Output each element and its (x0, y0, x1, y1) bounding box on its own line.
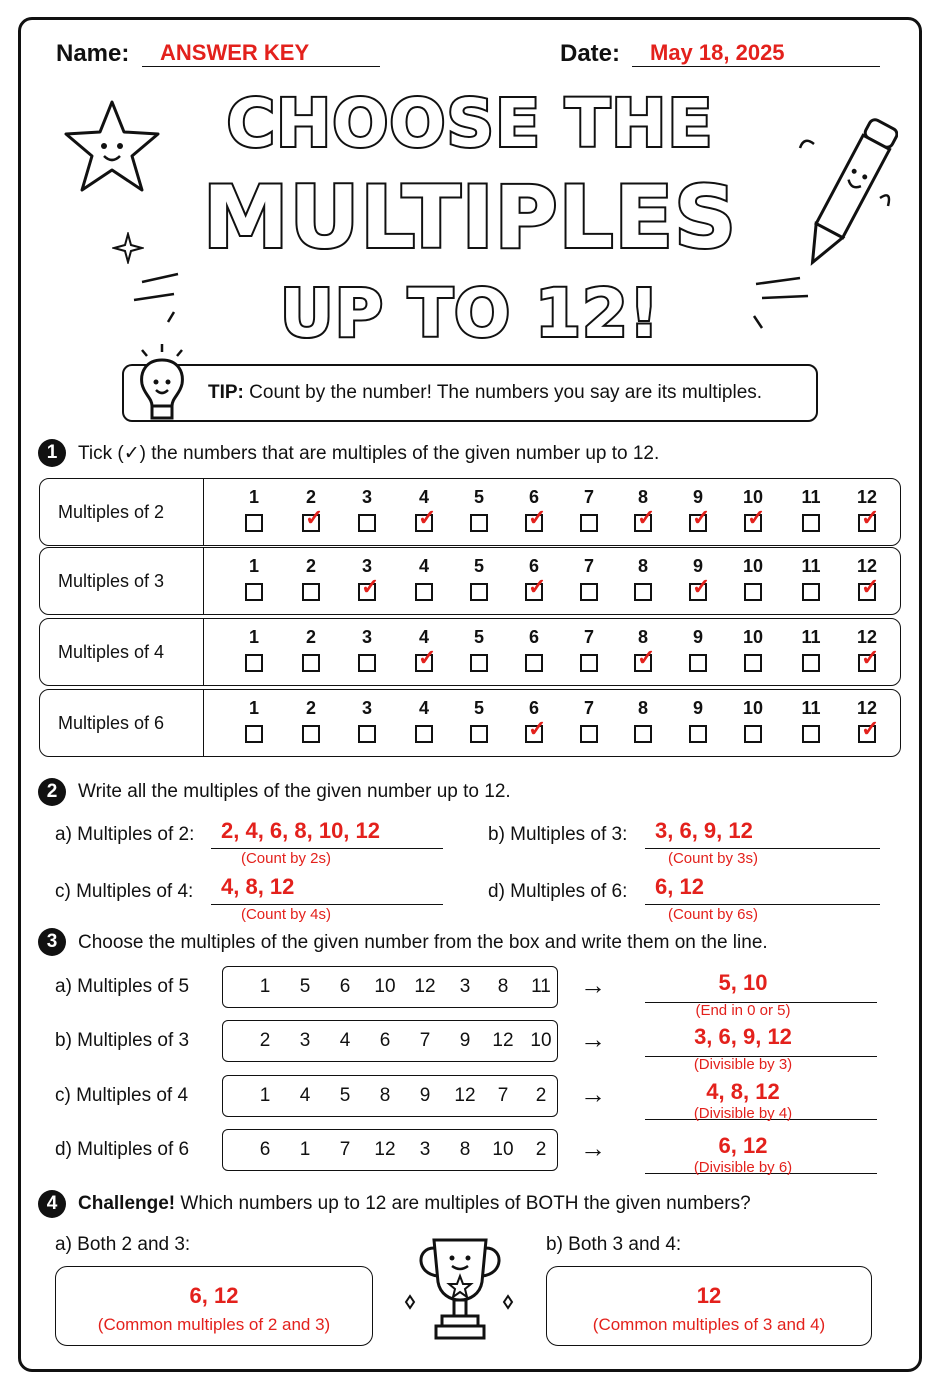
check-mark-icon: ✓ (861, 505, 880, 530)
tick-number: 4 (418, 698, 429, 718)
checkbox[interactable] (415, 725, 433, 743)
tick-number: 12 (856, 627, 878, 647)
tick-number: 10 (742, 487, 764, 507)
s3-box-number: 5 (339, 1085, 351, 1106)
tick-number: 3 (361, 698, 372, 718)
check-mark-icon: ✓ (528, 574, 547, 599)
tick-cell (238, 625, 270, 672)
tick-cell (573, 554, 605, 601)
tick-number: 5 (473, 487, 484, 507)
sparkle-icon (112, 232, 144, 264)
s4-hint-b: (Common multiples of 3 and 4) (592, 1315, 826, 1334)
check-mark-icon: ✓ (861, 574, 880, 599)
s2-hint-c: (Count by 4s) (240, 906, 332, 923)
tick-cell (518, 696, 550, 743)
tick-cell (408, 625, 440, 672)
tip-box (122, 364, 818, 422)
s3-box-number: 9 (459, 1030, 471, 1051)
tick-number: 6 (528, 698, 539, 718)
checkbox[interactable] (245, 514, 263, 532)
tip-body: Count by the number! The numbers you say are its multiples. (249, 382, 763, 403)
tick-number: 4 (418, 556, 429, 576)
s2-answer-line-b[interactable] (645, 818, 880, 849)
s3-box-number: 12 (454, 1085, 476, 1106)
tick-number: 7 (583, 487, 594, 507)
tick-cell (518, 485, 550, 532)
burst-lines-left-icon (128, 268, 188, 334)
s2-answer-a: 2, 4, 6, 8, 10, 12 (221, 818, 381, 843)
tick-number: 11 (801, 627, 821, 647)
checkbox[interactable] (802, 583, 820, 601)
s3-box-number: 7 (339, 1139, 351, 1160)
s3-answer-line[interactable] (645, 970, 877, 1003)
tick-cell (408, 696, 440, 743)
tick-cell (573, 485, 605, 532)
s2-label-b: b) Multiples of 3: (488, 824, 628, 845)
tick-cell (851, 625, 883, 672)
s3-label: b) Multiples of 3 (55, 1030, 190, 1051)
s3-answer: 4, 8, 12 (706, 1079, 780, 1104)
s3-box-number: 2 (535, 1139, 547, 1160)
s4-answer-a: 6, 12 (189, 1283, 239, 1308)
checkbox[interactable] (634, 505, 656, 532)
s3-number-box (222, 1075, 558, 1117)
checkbox[interactable] (245, 725, 263, 743)
tick-number: 3 (361, 627, 372, 647)
checkbox[interactable] (689, 725, 707, 743)
checkbox[interactable] (415, 645, 437, 672)
s2-answer-line-a[interactable] (211, 818, 443, 849)
s2-hint-a: (Count by 2s) (240, 850, 332, 867)
checkbox[interactable] (802, 725, 820, 743)
tick-number: 11 (801, 698, 821, 718)
s3-answer: 3, 6, 9, 12 (694, 1024, 792, 1049)
checkbox[interactable] (358, 574, 380, 601)
date-field[interactable] (632, 40, 880, 67)
tick-number: 8 (637, 698, 648, 718)
s3-number-box (222, 966, 558, 1008)
s3-number-box (222, 1020, 558, 1062)
check-mark-icon: ✓ (747, 505, 766, 530)
checkbox[interactable] (415, 505, 437, 532)
s3-box-number: 2 (535, 1085, 547, 1106)
s3-box-number: 6 (259, 1139, 271, 1160)
s3-box-number: 8 (459, 1139, 471, 1160)
check-mark-icon: ✓ (528, 505, 547, 530)
s2-answer-c: 4, 8, 12 (221, 874, 295, 899)
tick-cell (851, 485, 883, 532)
right-arrow-icon: → (580, 1133, 606, 1163)
s3-box-number: 3 (459, 976, 471, 997)
smiling-star-icon (60, 98, 164, 194)
tick-row (39, 618, 901, 686)
s3-box-number: 10 (530, 1030, 552, 1051)
s3-box-number: 3 (299, 1030, 311, 1051)
s3-box-number: 4 (339, 1030, 351, 1051)
right-arrow-icon: → (580, 970, 606, 1000)
tick-number: 4 (418, 627, 429, 647)
s2-answer-line-d[interactable] (645, 874, 880, 905)
s3-box-number: 8 (379, 1085, 391, 1106)
tick-cell (682, 625, 714, 672)
tick-cell (795, 554, 827, 601)
section-4-instruction (78, 1193, 751, 1215)
check-mark-icon: ✓ (861, 645, 880, 670)
tick-number: 6 (528, 627, 539, 647)
s2-hint-b: (Count by 3s) (667, 850, 759, 867)
check-mark-icon: ✓ (861, 716, 880, 741)
tick-row (39, 478, 901, 546)
checkbox[interactable] (802, 654, 820, 672)
tick-cell (238, 554, 270, 601)
s3-hint: (Divisible by 6) (693, 1159, 793, 1176)
tick-number: 10 (742, 627, 764, 647)
tick-cell (682, 554, 714, 601)
check-mark-icon: ✓ (361, 574, 380, 599)
tick-cell (463, 625, 495, 672)
tick-number: 9 (692, 556, 703, 576)
s3-box-number: 6 (339, 976, 351, 997)
tick-cell (295, 554, 327, 601)
tick-number: 1 (248, 556, 259, 576)
checkbox[interactable] (470, 514, 488, 532)
checkbox[interactable] (744, 505, 766, 532)
tick-cell (351, 554, 383, 601)
s3-hint: (Divisible by 3) (693, 1056, 793, 1073)
tick-cell (795, 696, 827, 743)
tick-number: 9 (692, 627, 703, 647)
tick-row (39, 547, 901, 615)
s4-label-b: b) Both 3 and 4: (546, 1234, 682, 1255)
checkbox[interactable] (580, 514, 598, 532)
s3-answer: 5, 10 (718, 970, 768, 995)
checkbox[interactable] (302, 725, 320, 743)
tick-cell (408, 554, 440, 601)
tick-number: 2 (305, 556, 316, 576)
tick-cell (737, 625, 769, 672)
s2-answer-b: 3, 6, 9, 12 (655, 818, 753, 843)
tick-cell (351, 625, 383, 672)
s3-box-number: 12 (374, 1139, 396, 1160)
s3-label: c) Multiples of 4 (55, 1085, 189, 1106)
section-2-badge: 2 (38, 778, 66, 806)
title-line-2: MULTIPLES (202, 168, 738, 268)
tick-number: 5 (473, 556, 484, 576)
s3-number-box (222, 1129, 558, 1171)
tick-cell (573, 625, 605, 672)
s4-answer-b: 12 (696, 1283, 722, 1308)
checkbox[interactable] (302, 505, 324, 532)
tick-number: 10 (742, 556, 764, 576)
checkbox[interactable] (358, 725, 376, 743)
s2-label-a: a) Multiples of 2: (55, 824, 195, 845)
checkbox[interactable] (689, 574, 711, 601)
checkbox[interactable] (744, 583, 762, 601)
s3-box-number: 6 (379, 1030, 391, 1051)
tick-cell (737, 554, 769, 601)
s3-answer-line[interactable] (645, 1024, 877, 1057)
check-mark-icon: ✓ (637, 645, 656, 670)
tick-row-label: Multiples of 6 (40, 690, 204, 756)
checkbox[interactable] (580, 654, 598, 672)
pencil-character-icon (792, 106, 898, 280)
s3-box-number: 11 (531, 976, 551, 997)
s3-box-number: 1 (299, 1139, 311, 1160)
title-line-3: UP TO 12! (280, 275, 660, 352)
tick-cell (238, 696, 270, 743)
tick-cell (795, 485, 827, 532)
s3-answer: 6, 12 (718, 1133, 768, 1158)
challenge-label: Challenge! (78, 1193, 176, 1214)
check-mark-icon: ✓ (692, 574, 711, 599)
tick-number: 7 (583, 556, 594, 576)
name-label: Name: (56, 40, 130, 67)
tick-cell (627, 625, 659, 672)
s3-box-number: 1 (259, 1085, 271, 1106)
tick-number: 1 (248, 698, 259, 718)
checkbox[interactable] (245, 583, 263, 601)
checkbox[interactable] (525, 654, 543, 672)
s2-label-c: c) Multiples of 4: (55, 881, 194, 902)
s2-hint-d: (Count by 6s) (667, 906, 759, 923)
checkbox[interactable] (858, 505, 880, 532)
checkbox[interactable] (689, 654, 707, 672)
checkbox[interactable] (470, 654, 488, 672)
tick-cell (737, 696, 769, 743)
checkbox[interactable] (634, 583, 652, 601)
tick-number: 12 (856, 698, 878, 718)
checkbox[interactable] (302, 654, 320, 672)
s3-box-number: 12 (492, 1030, 514, 1051)
tick-cell (463, 696, 495, 743)
tick-number: 2 (305, 487, 316, 507)
checkbox[interactable] (245, 654, 263, 672)
s3-box-number: 2 (259, 1030, 271, 1051)
tip-text (208, 382, 762, 404)
s4-answer-box-a[interactable] (55, 1266, 373, 1346)
tick-cell (682, 696, 714, 743)
s3-box-number: 7 (419, 1030, 431, 1051)
tick-cell (351, 485, 383, 532)
check-mark-icon: ✓ (637, 505, 656, 530)
tick-cell (351, 696, 383, 743)
tick-cell (737, 485, 769, 532)
lightbulb-icon (130, 342, 194, 426)
section-2-instruction: Write all the multiples of the given number up to 12. (78, 781, 511, 802)
checkbox[interactable] (358, 514, 376, 532)
tick-number: 8 (637, 556, 648, 576)
s3-box-number: 4 (299, 1085, 311, 1106)
check-mark-icon: ✓ (528, 716, 547, 741)
right-arrow-icon: → (580, 1024, 606, 1054)
tick-number: 5 (473, 698, 484, 718)
tick-number: 7 (583, 698, 594, 718)
tick-cell (518, 625, 550, 672)
tick-number: 7 (583, 627, 594, 647)
s3-box-number: 8 (497, 976, 509, 997)
tick-cell (408, 485, 440, 532)
section-4-badge: 4 (38, 1190, 66, 1218)
s3-hint: (End in 0 or 5) (695, 1002, 791, 1019)
check-mark-icon: ✓ (305, 505, 324, 530)
section-3-instruction: Choose the multiples of the given number from the box and write them on the line. (78, 932, 768, 953)
tick-cell (295, 485, 327, 532)
s3-label: a) Multiples of 5 (55, 976, 190, 997)
date-value: May 18, 2025 (650, 40, 785, 65)
s2-answer-d: 6, 12 (655, 874, 704, 899)
check-mark-icon: ✓ (418, 505, 437, 530)
tick-number: 11 (801, 487, 821, 507)
checkbox[interactable] (415, 583, 433, 601)
checkbox[interactable] (634, 645, 656, 672)
title-line-1: CHOOSE THE (226, 85, 714, 162)
tick-number: 1 (248, 627, 259, 647)
checkbox[interactable] (744, 654, 762, 672)
tick-cell (295, 625, 327, 672)
section-3-badge: 3 (38, 928, 66, 956)
tick-cell (627, 485, 659, 532)
tick-number: 4 (418, 487, 429, 507)
checkbox[interactable] (525, 574, 547, 601)
tick-cell (795, 625, 827, 672)
s3-label: d) Multiples of 6 (55, 1139, 190, 1160)
s3-box-number: 9 (419, 1085, 431, 1106)
checkbox[interactable] (858, 716, 880, 743)
checkbox[interactable] (858, 574, 880, 601)
s3-box-number: 1 (259, 976, 271, 997)
tick-cell (518, 554, 550, 601)
checkbox[interactable] (580, 583, 598, 601)
tick-row-label: Multiples of 3 (40, 548, 204, 614)
s3-box-number: 10 (374, 976, 396, 997)
checkbox[interactable] (858, 645, 880, 672)
tick-number: 6 (528, 487, 539, 507)
s4-label-a: a) Both 2 and 3: (55, 1234, 191, 1255)
s3-box-number: 12 (414, 976, 436, 997)
tick-cell (463, 554, 495, 601)
checkbox[interactable] (358, 654, 376, 672)
tick-row-label: Multiples of 2 (40, 479, 204, 545)
burst-lines-right-icon (748, 272, 814, 334)
tick-number: 2 (305, 698, 316, 718)
checkbox[interactable] (689, 505, 711, 532)
s3-hint: (Divisible by 4) (693, 1105, 793, 1122)
tick-number: 5 (473, 627, 484, 647)
tick-number: 8 (637, 487, 648, 507)
tick-number: 6 (528, 556, 539, 576)
date-label: Date: (560, 40, 621, 67)
tip-bold: TIP: (208, 382, 244, 403)
s2-answer-line-c[interactable] (211, 874, 443, 905)
tick-cell (682, 485, 714, 532)
tick-row-label: Multiples of 4 (40, 619, 204, 685)
name-field[interactable] (142, 40, 380, 67)
check-mark-icon: ✓ (418, 645, 437, 670)
checkbox[interactable] (744, 725, 762, 743)
checkbox[interactable] (525, 716, 547, 743)
tick-cell (627, 554, 659, 601)
checkbox[interactable] (470, 583, 488, 601)
tick-number: 10 (742, 698, 764, 718)
tick-cell (295, 696, 327, 743)
tick-number: 12 (856, 556, 878, 576)
tick-cell (851, 554, 883, 601)
tick-number: 1 (248, 487, 259, 507)
tick-number: 3 (361, 487, 372, 507)
tick-number: 11 (801, 556, 821, 576)
trophy-icon (402, 1232, 518, 1342)
tick-cell (238, 485, 270, 532)
tick-cell (851, 696, 883, 743)
tick-number: 2 (305, 627, 316, 647)
s2-label-d: d) Multiples of 6: (488, 881, 628, 902)
tick-cell (463, 485, 495, 532)
s4-answer-box-b[interactable] (546, 1266, 872, 1346)
s3-box-number: 5 (299, 976, 311, 997)
right-arrow-icon: → (580, 1079, 606, 1109)
s3-box-number: 7 (497, 1085, 509, 1106)
checkbox[interactable] (802, 514, 820, 532)
checkbox[interactable] (580, 725, 598, 743)
tick-cell (627, 696, 659, 743)
tick-number: 9 (692, 487, 703, 507)
s3-box-number: 3 (419, 1139, 431, 1160)
tick-number: 12 (856, 487, 878, 507)
tick-number: 8 (637, 627, 648, 647)
section-1-instruction: Tick (✓) the numbers that are multiples of the given number up to 12. (78, 443, 660, 464)
checkbox[interactable] (525, 505, 547, 532)
tick-number: 3 (361, 556, 372, 576)
section-4-text: Which numbers up to 12 are multiples of BOTH the given numbers? (180, 1193, 751, 1214)
checkbox[interactable] (634, 725, 652, 743)
tick-row (39, 689, 901, 757)
s3-box-number: 10 (492, 1139, 514, 1160)
tick-number: 9 (692, 698, 703, 718)
tick-cell (573, 696, 605, 743)
s4-hint-a: (Common multiples of 2 and 3) (97, 1315, 331, 1334)
section-1-badge: 1 (38, 439, 66, 467)
name-value: ANSWER KEY (160, 40, 310, 65)
checkbox[interactable] (302, 583, 320, 601)
checkbox[interactable] (470, 725, 488, 743)
check-mark-icon: ✓ (692, 505, 711, 530)
